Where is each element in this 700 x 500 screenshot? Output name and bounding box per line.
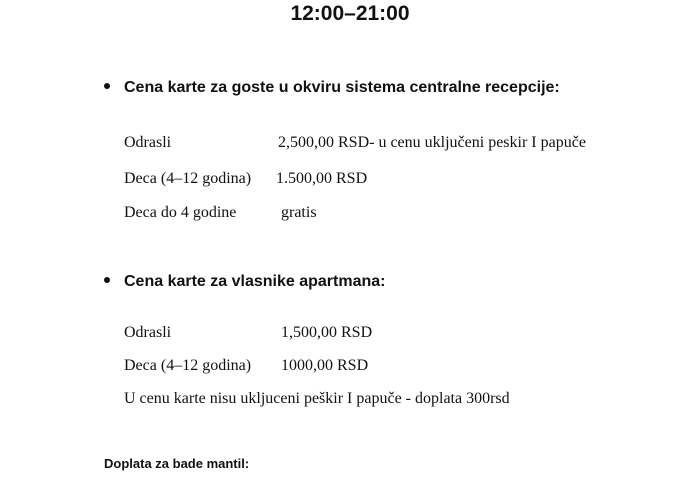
price-row-owners-adults: [124, 323, 373, 343]
price-row-label: Odrasli: [124, 324, 172, 341]
section-heading-guests: [104, 78, 560, 98]
price-row-value: 2,500,00 RSD- u cenu uključeni peskir I papuče: [278, 134, 586, 151]
price-row-owners-children: [124, 356, 369, 376]
price-row-label: Deca (4–12 godina): [124, 170, 252, 187]
bullet-icon: [104, 277, 110, 283]
price-row-guests-children: [124, 169, 368, 189]
owners-note: U cenu karte nisu ukljuceni peškir I papuče - doplata 300rsd: [124, 390, 510, 407]
price-row-value: 1.500,00 RSD: [276, 170, 368, 187]
price-row-value: 1,500,00 RSD: [281, 324, 373, 341]
bathrobe-surcharge-heading: Doplata za bade mantil:: [104, 456, 250, 471]
section-heading-guests-text: Cena karte za goste u okviru sistema centralne recepcije:: [124, 79, 560, 96]
price-row-value: gratis: [281, 204, 317, 221]
section-heading-owners-text: Cena karte za vlasnike apartmana:: [124, 273, 386, 290]
price-row-guests-adults: [124, 133, 586, 153]
price-row-guests-infants: [124, 203, 317, 223]
price-row-label: Odrasli: [124, 134, 172, 151]
price-row-label: Deca (4–12 godina): [124, 357, 252, 374]
opening-hours: 12:00–21:00: [290, 2, 410, 25]
section-heading-owners: [104, 272, 385, 292]
bullet-icon: [104, 83, 110, 89]
price-row-label: Deca do 4 godine: [124, 204, 237, 221]
price-row-value: 1000,00 RSD: [281, 357, 369, 374]
